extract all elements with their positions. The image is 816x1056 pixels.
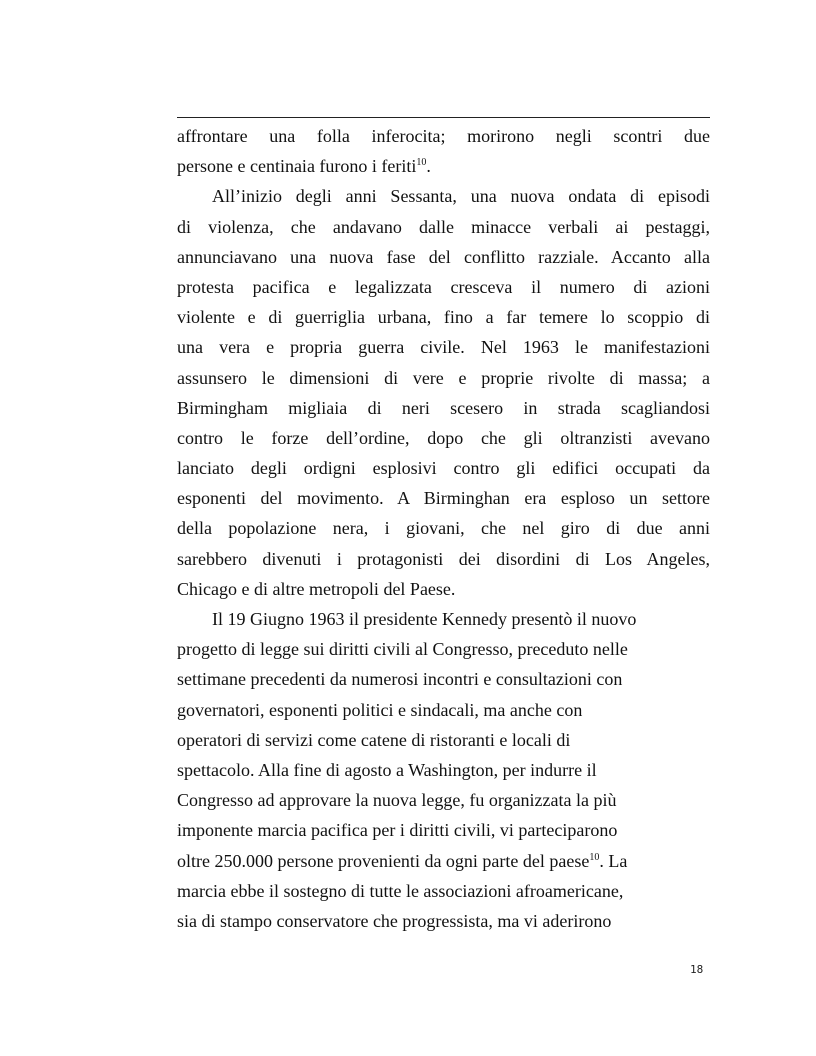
text-line: imponente marcia pacifica per i diritti civili, vi parteciparono — [177, 820, 618, 841]
paragraph-start-line: Il 19 Giugno 1963 il presidente Kennedy presentò il nuovo — [212, 609, 637, 629]
text-line: esponenti del movimento. A Birminghan era esploso un settore — [177, 488, 710, 509]
text-line: spettacolo. Alla fine di agosto a Washington, per indurre il — [177, 759, 597, 780]
text-line: sia di stampo conservatore che progressista, ma vi aderirono — [177, 910, 612, 931]
footnote-separator-rule — [177, 117, 710, 118]
text-line: marcia ebbe il sostegno di tutte le associazioni afroamericane, — [177, 880, 624, 901]
text-line: oltre 250.000 persone provenienti da ogni parte del paese$^{10}$. La — [177, 850, 628, 871]
text-line: della popolazione nera, i giovani, che nel giro di due anni — [177, 518, 710, 539]
text-line: una vera e propria guerra civile. Nel 1963 le manifestazioni — [177, 337, 710, 358]
text-line: persone e centinaia furono i feriti$^{10}$. — [177, 156, 431, 177]
text-line: Birmingham migliaia di neri scesero in strada scagliandosi — [177, 397, 710, 418]
text-line: sarebbero divenuti i protagonisti dei disordini di Los Angeles, — [177, 548, 710, 569]
footnote-ref: 10 — [416, 157, 427, 169]
text-line: operatori di servizi come catene di ristoranti e locali di — [177, 729, 571, 750]
text-line: governatori, esponenti politici e sindacali, ma anche con — [177, 699, 583, 720]
text-line: assunsero le dimensioni di vere e proprie rivolte di massa; a — [177, 367, 710, 388]
footnote-ref: 10 — [589, 851, 600, 863]
text-line: settimane precedenti da numerosi incontri e consultazioni con — [177, 669, 623, 690]
text-line: Chicago e di altre metropoli del Paese. — [177, 578, 456, 599]
text-line: contro le forze dell’ordine, dopo che gli oltranzisti avevano — [177, 427, 710, 448]
text-line: lanciato degli ordigni esplosivi contro gli edifici occupati da — [177, 458, 710, 479]
text-line: progetto di legge sui diritti civili al Congresso, preceduto nelle — [177, 639, 628, 660]
text-line: protesta pacifica e legalizzata cresceva il numero di azioni — [177, 276, 710, 297]
text-line: Congresso ad approvare la nuova legge, fu organizzata la più — [177, 790, 617, 811]
text-line: di violenza, che andavano dalle minacce verbali ai pestaggi, — [177, 216, 710, 237]
text-line: affrontare una folla inferocita; morirono negli scontri due — [177, 126, 710, 146]
text-line: annunciavano una nuova fase del conflitto razziale. Accanto alla — [177, 246, 710, 267]
body-text — [177, 121, 710, 936]
paragraph-start-line: All’inizio degli anni Sessanta, una nuova ondata di episodi — [212, 186, 710, 207]
text-line: violente e di guerriglia urbana, fino a far temere lo scoppio di — [177, 307, 710, 328]
page-number: 18 — [690, 963, 704, 976]
